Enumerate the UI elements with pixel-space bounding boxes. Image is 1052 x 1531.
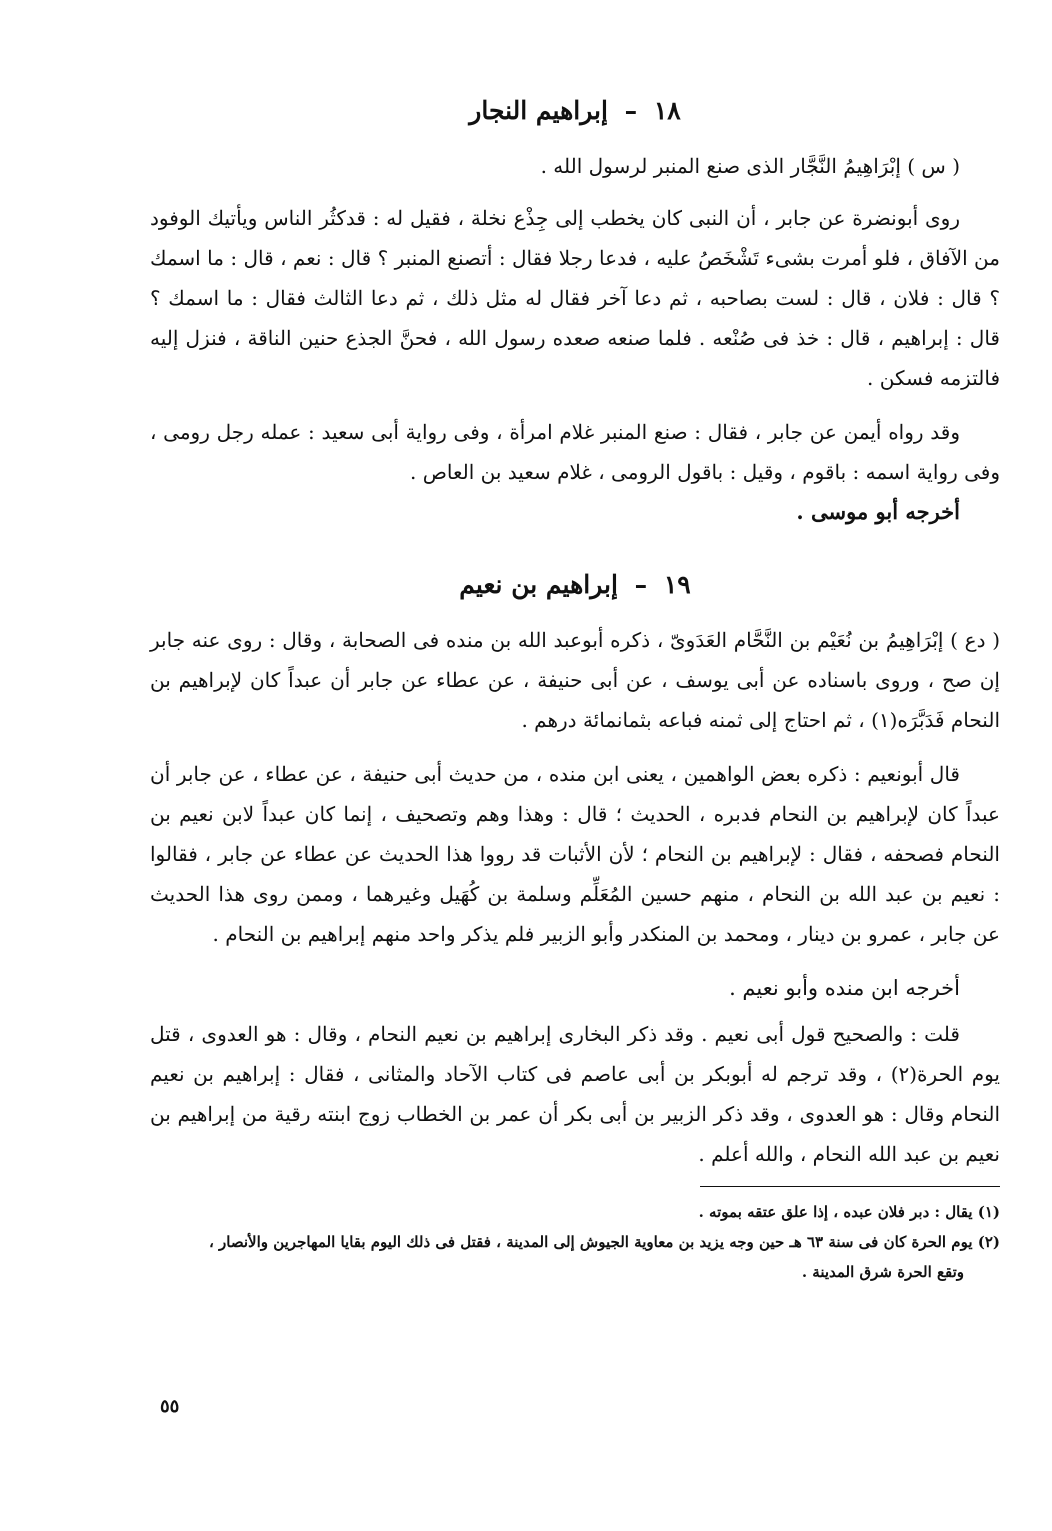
entry-18-title: إبراهيم النجار — [469, 96, 608, 125]
entry-19-paragraph-2: قال أبونعيم : ذكره بعض الواهمين ، يعنى ابن منده ، من حديث أبى حنيفة ، عن عطاء ، عن جابر أن عبداً كان لإبراهيم بن النحام فدبره ، الحديث ؛ قال : وهذا وهم وتصحيف ، إنما كان عبداً لابن نعيم بن النحام فصحفه ، فقال : لإبراهيم بن النحام ؛ لأن الأثبات قد رووا هذا الحديث عن عطاء عن جابر ، فقالوا : نعيم بن عبد الله بن النحام ، منهم حسين المُعَلِّم وسلمة بن كُهَيل وغيرهما ، وممن روى هذا الحديث عن جابر ، عمرو بن دينار ، ومحمد بن المنكدر وأبو الزبير فلم يذكر واحد منهم إبراهيم بن النحام . — [150, 762, 1000, 946]
entry-18-paragraph-2: وقد رواه أيمن عن جابر ، فقال : صنع المنبر غلام امرأة ، وفى رواية أبى سعيد : عمله رجل رومى ، وفى رواية اسمه : باقوم ، وقيل : باقول الرومى ، غلام سعيد بن العاص . — [150, 420, 1000, 484]
entry-18-number: ١٨ — [653, 96, 681, 125]
entry-18-paragraph-1: روى أبونضرة عن جابر ، أن النبى كان يخطب إلى جِذْع نخلة ، فقيل له : قدكثُر الناس ويأتيك الوفود من الآفاق ، فلو أمرت بشىء تَشْخَصُ عليه ، فدعا رجلا فقال : أتصنع المنبر ؟ قال : نعم ، قال : ما اسمك ؟ قال : فلان ، قال : لست بصاحبه ، ثم دعا آخر فقال له مثل ذلك ، ثم دعا الثالث فقال : ما اسمك ؟ قال : إبراهيم ، قال : خذ فى صُنْعه . فلما صنعه صعده رسول الله ، فحنَّ الجذع حنين الناقة ، فنزل إليه فالتزمه فسكن . — [150, 206, 1000, 390]
entry-19-reference: أخرجه ابن منده وأبو نعيم . — [729, 976, 960, 1000]
footnote-1: (١) يقال : دبر فلان عبده ، إذا علق عتقه بموته . — [698, 1203, 1000, 1221]
entry-18-intro: ( س ) إبْرَاهِيمُ النَّجَّار الذى صنع المنبر لرسول الله . — [540, 154, 960, 178]
entry-18-heading — [150, 96, 1000, 126]
entry-19-number: ١٩ — [663, 570, 691, 599]
footnote-2-continuation: وتقع الحرة شرق المدينة . — [801, 1263, 964, 1281]
footnote-divider — [700, 1186, 1000, 1187]
entry-18-dash: – — [624, 96, 638, 125]
entry-19-title: إبراهيم بن نعيم — [459, 570, 618, 599]
entry-19-paragraph-1: ( دع ) إبْرَاهِيمُ بن نُعَيْم بن النَّحَّام العَدَوىّ ، ذكره أبوعبد الله بن منده فى الصحابة ، وقال : روى عنه جابر إن صح ، وروى باسناده عن أبى يوسف ، عن أبى حنيفة ، عن عطاء عن جابر أن عبداً كان لإبراهيم بن النحام فَدَبَّرَه(١) ، ثم احتاج إلى ثمنه فباعه بثمانمائة درهم . — [150, 628, 1001, 732]
footnote-2: (٢) يوم الحرة كان فى سنة ٦٣ هـ حين وجه يزيد بن معاوية الجيوش إلى المدينة ، فقتل فى ذلك اليوم بقايا المهاجرين والأنصار ، — [208, 1233, 1000, 1251]
entry-19-dash: – — [634, 570, 648, 599]
page-number: ٥٥ — [160, 1396, 180, 1417]
entry-19-heading — [150, 570, 1000, 600]
entry-19-paragraph-3: قلت : والصحيح قول أبى نعيم . وقد ذكر البخارى إبراهيم بن نعيم النحام ، وقال : هو العدوى ، قتل يوم الحرة(٢) ، وقد ترجم له أبوبكر بن أبى عاصم فى كتاب الآحاد والمثانى ، فقال : إبراهيم بن نعيم النحام وقال : هو العدوى ، وقد ذكر الزبير بن أبى بكر أن عمر بن الخطاب زوج ابنته رقية من إبراهيم بن نعيم بن عبد الله النحام ، والله أعلم . — [150, 1022, 1001, 1166]
entry-18-reference: أخرجه أبو موسى . — [796, 499, 960, 524]
